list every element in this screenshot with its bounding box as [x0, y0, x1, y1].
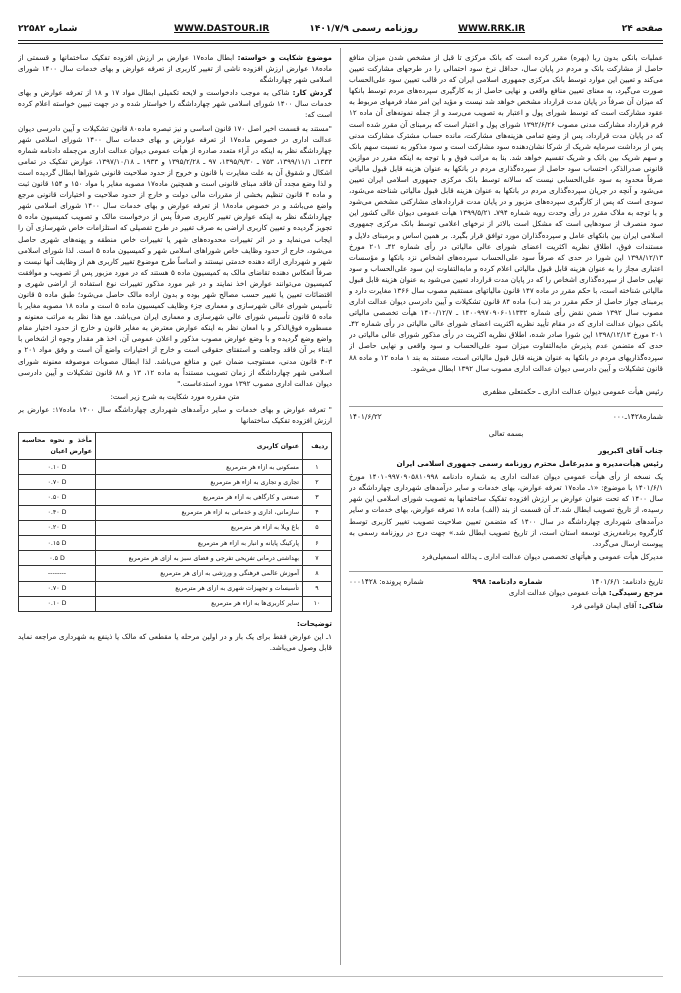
usage-title: تجاری و تجاری به ازاء هر مترمربع	[96, 475, 303, 490]
plaintiff-label: شاکی:	[638, 601, 663, 611]
row-number: ۳	[303, 490, 332, 505]
verdict-number-label: شماره دادنامه:	[488, 576, 543, 586]
verdict-meta	[349, 576, 663, 587]
section-divider-2	[349, 571, 663, 572]
authority-label: مرجع رسیدگی:	[608, 588, 663, 598]
complaint-quote: "مستند به قسمت اخیر اصل ۱۷۰ قانون اساسی و نیز تبصره ماده۸۰ قانون تشکیلات و آیین دادرسی دیوان عدالت اداری در خصوص ماده۱۷ از تعرفه عوارض و بهای خدمات سال ۱۴۰۰ شورای اسلامی شهر چهارداشگه نظر به اینکه در آراء متعدد صادره از هیأت عمومی دیوان عدالت اداری من‌جمله دادنامه شماره ۱۳۳۳ـ ۱۳۹۹/۱۱/۱، ۷۵۳ ـ ۱۳۹۵/۹/۳۰، ۹۷ ـ ۱۳۹۵/۲/۲۸ و ۱۹۳۳ ـ ۱۳۹۷/۱۰/۱۸، عوارض تفکیک در تمامی اشکال و شقوق آن به علت مغایرت با قانون و خروج از حدود صلاحیت قانونی شوراها ابطال گردیده است و لذا وضع مجدد آن فاقد مبنای قانونی است و همچنین ماده۱۷ مصوبه مغایر با مواد ۱۵۰ و ۱۵۴ قانون ثبت و ماده ۴ قانون تنظیم بخشی از مقررات مالی دولت و خارج از حدود صلاحیت و اختیارات قانونی مرجع واضع می‌باشد و در خصوص ماده۱۸ از تعرفه عوارض و بهای خدمات سال ۱۴۰۰ شورای اسلامی شهر چهارداشگه نظر به اینکه عوارض تغییر کاربری صرفاً پس از درخواست مالک و تصویب کمیسیون ماده ۵ تجویز گردیده و تعیین کاربری اراضی به صرف تغییر در طرح تفصیلی که استلزامات خاص شهرسازی آن را ایجاب می‌نماید و در اثر تغییرات محدوده‌های شهر یا تغییرات خاص منطقه و پهنه‌های شهری حاصل می‌شود، خارج از حدود وظایف خاص شوراهای اسلامی شهر و کمیسیون ماده ۵ است. لذا شورای اسلامی شهر و شهرداری ارائه دهنده خدمتی نیستند و اساساً طرح موضوع تغییر کاربری هم از وظایف آنها نیست و صرفاً انعکاس دهنده تقاضای مالک به کمیسیون ماده ۵ هستند که در مورد مزبور پس از تصویب و موافقت کمیسیون می‌توانند عوارض اخذ نمایند و در غیر مورد مذکور تغییرات نوع استفاده از اراضی شهری و اقتضائات تعیین یا تغییر حسب مصالح شهر بوده و بدون اراده مالک حاصل می‌شود؛ طبق ماده ۵ قانون تأسیس شورای عالی شهرسازی و معماری جزء وظایف کمیسیون ماده ۵ است و ماده ۱۸ مصوبه مغایر با ماده ۵ قانون تأسیس شورای عالی شهرسازی و معماری ایران می‌باشد. مع هذا نظر به مراتب معنونه و مسطوره فوق‌الذکر و با امعان نظر به اینکه عوارض معترض به مغایر قانون و خارج از حدود اختیار مقام واضع وضع گردیده و با وضع عوارض مصوب مذکور و اعلان عمومی آن، اخذ هر مقدار وجوه از اشخاص با ابتناء بر آن فاقد وجاهت و استفتای حقوقی است و خارج از اختیارات واضع آن است و وفق مواد ۲۰۱ و ۳۰۳ قانون مدنی، مستوجب ضمان عین و منافع می‌باشد. لذا ابطال مصوبات موصوفه معنونه شورای اسلامی شهر چهارداشگه از زمان تصویب مستنداً به ماده ۱۲، ۱۳ و ۸۸ قانون تشکیلات و آیین دادرسی دیوان عدالت اداری مصوب ۱۳۹۲ مورد استدعاست."	[18, 123, 332, 388]
fee-basis: ۰.۱۵ D	[19, 536, 96, 551]
letter-number: شماره۱۴۲۸ـ۰۰۰	[612, 411, 663, 421]
table-row	[19, 520, 332, 535]
table-row	[19, 536, 332, 551]
plaintiff	[349, 600, 663, 611]
table-row	[19, 551, 332, 566]
table-row	[19, 566, 332, 581]
gazette-date: روزنامه رسمی ۱۴۰۱/۷/۹	[309, 24, 419, 34]
letter-ref-row	[349, 411, 663, 422]
usage-title: صنعتی و کارگاهی به ازاء هر مترمربع	[96, 490, 303, 505]
site-link-rrk[interactable]: WWW.RRK.IR	[458, 24, 526, 34]
fees-table	[18, 432, 332, 612]
usage-title: بهداشتی درمانی تفریحی تفرجی و فضای سبز به ازای هر مترمربع	[96, 551, 303, 566]
site-link-dastour[interactable]: WWW.DASTOUR.IR	[174, 24, 270, 34]
table-header-row	[19, 433, 332, 460]
left-column	[18, 52, 332, 655]
subject-text: ابطال ماده۱۷ عوارض بر ارزش افزوده تفکیک ساختمانها و قسمتی از ماده۱۸ عوارض ارزش افزوده ناشی از تغییر کاربری از تعرفه عوارض و بهای خدمات سال ۱۴۰۰ شورای اسلامی شهر چهارداشگه	[18, 53, 332, 85]
header-rule-double	[18, 43, 663, 44]
usage-title: سایر کاربری‌ها به ازاء هر مترمربع	[96, 596, 303, 611]
row-number: ۷	[303, 551, 332, 566]
verdict-number-value: ۹۹۸	[472, 576, 487, 586]
fee-basis: ۰.۲۰ D	[19, 520, 96, 535]
note-1: ۱ـ این عوارض فقط برای یک بار و در اولین مرحله یا مقطعی که مالک یا ذینفع به شهرداری مراجعه نماید قابل وصول می‌باشد.	[18, 632, 332, 653]
subject-label: موضوع شکایت و خواسته:	[237, 53, 332, 62]
table-row	[19, 581, 332, 596]
row-number: ۱۰	[303, 596, 332, 611]
fee-basis: --------	[19, 566, 96, 581]
addressee: جناب آقای اکبرپور	[598, 446, 663, 455]
letter-date: ۱۴۰۱/۶/۲۲	[349, 411, 382, 421]
usage-title: تأسیسات و تجهیزات شهری به ازای هر مترمربع	[96, 581, 303, 596]
header-row-no: ردیف	[303, 433, 332, 460]
header-center	[174, 24, 525, 34]
row-number: ۲	[303, 475, 332, 490]
footer-rule	[18, 976, 663, 977]
page-header	[18, 20, 663, 38]
usage-title: پارکینگ پایانه و انبار به ازاء هر مترمربع	[96, 536, 303, 551]
case-number: شماره پرونده: ۰۰۰۱۴۲۸	[349, 576, 424, 586]
fee-basis: ۰.۷۰ D	[19, 475, 96, 490]
table-row	[19, 505, 332, 520]
row-number: ۶	[303, 536, 332, 551]
letter-body: یک نسخه از رأی هیأت عمومی دیوان عدالت اداری به شماره دادنامه ۱۴۰۱۰۹۹۷۰۹۰۵۸۱۰۹۹۸ مورخ ۱۴۰۱/۶/۱ با موضوع: «۱ـ ماده۱۷ تعرفه عوارض، بهای خدمات و سایر درآمدهای شهرداری چهارداشگه در سال ۱۴۰۰ که تحت عنوان عوارض بر ارزش افزوده تفکیک ساختمانها به تصویب شورای اسلامی این شهر رسیده، از تاریخ تصویب ابطال شد.۲ـ آن قسمت از بند (الف) ماده ۱۸ تعرفه عوارض، بهای خدمات و سایر درآمدهای شهرداری چهارداشگه در سال ۱۴۰۰ که متضمن تعیین صلاحیت تصویب تغییر کاربری توسط کارگروه برنامه‌ریزی توسعه استان است، از تاریخ تصویب ابطال شد.» جهت درج در روزنامه رسمی به پیوست ارسال می‌گردد.	[349, 472, 663, 548]
row-number: ۹	[303, 581, 332, 596]
plaintiff-value: آقای ایمان قوامی فرد	[571, 601, 637, 611]
table-row	[19, 460, 332, 475]
table-row	[19, 490, 332, 505]
course-text: شاکی به موجب دادخواست و لایحه تکمیلی ابطال مواد ۱۷ و ۱۸ از تعرفه عوارض و بهای خدمات سال ۱۴۰۰ شورای اسلامی شهر چهارداشگه را خواستار شده و در جهت تبیین خواسته اعلام کرده است که:	[18, 88, 332, 120]
regulation-intro: متن مقرره مورد شکایت به شرح زیر است:	[110, 391, 240, 401]
fee-basis: ۰.۴۰ D	[19, 505, 96, 520]
row-number: ۵	[303, 520, 332, 535]
letter-closing: مدیرکل هیأت عمومی و هیأتهای تخصصی دیوان عدالت اداری ـ یدالله اسمعیلی‌فرد	[421, 551, 663, 561]
fee-basis: ۰.۵۰ D	[19, 490, 96, 505]
fee-basis: ۰.۵ D	[19, 551, 96, 566]
bismillah: بسمه تعالی	[488, 428, 524, 438]
usage-title: باغ ویلا به ازاء هر مترمربع	[96, 520, 303, 535]
notes-title: توضیحات:	[296, 618, 332, 628]
column-divider	[340, 48, 341, 965]
usage-title: آموزش عالمی فرهنگی و ورزشی به ازای هر مترمربع	[96, 566, 303, 581]
header-basis: مأخذ و نحوه محاسبه عوارض اعیان	[19, 433, 96, 460]
right-column	[349, 52, 663, 613]
regulation-title: " تعرفه عوارض و بهای خدمات و سایر درآمدهای شهرداری چهارداشگه سال ۱۴۰۰ ماده۱۷: عوارض بر ارزش افزوده تفکیک ساختمانها	[18, 404, 332, 425]
complaint-subject	[18, 52, 332, 85]
course-label: گردش کار:	[292, 88, 332, 98]
verdict-date: تاریخ دادنامه: ۱۴۰۱/۶/۱	[591, 576, 663, 586]
row-number: ۴	[303, 505, 332, 520]
page-number: صفحه ۲۴	[621, 24, 663, 34]
signature: رئیس هیأت عمومی دیوان عدالت اداری ـ حکمتعلی مظفری	[482, 386, 663, 396]
authority	[349, 587, 663, 598]
fee-basis: ۰.۱۰ D	[19, 596, 96, 611]
section-divider	[349, 406, 663, 407]
issue-number: شماره ۲۲۵۸۲	[18, 24, 78, 34]
header-usage: عنوان کاربری	[96, 433, 303, 460]
ruling-text: عملیات بانکی بدون ربا (بهره) مقرر کرده است که بانک مرکزی تا قبل از مشخص شدن میزان منافع حاصل از مشارکت بانک و مردم در پایان سال، حداقل نرخ سود احتمالی را در طرحهای مشارکت تعیین می‌کند و تعیین این موارد توسط بانک مرکزی جمهوری اسلامی ایران که در قالب تعیین سود علی‌الحساب صورت می‌گیرد، به معنای تعیین منافع واقعی و نهایی حاصل از به کارگیری سپرده‌های مردم توسط بانکها که میزان آن صرفاً در پایان مدت قرارداد مشخص خواهد شد نیست و مؤید این امر مفاد فرمهای مربوط به عقود مشارکت است که توسط شورای پول و اعتبار به تصویب می‌رسد و از جمله نمونه‌های آن ماده ۱۲ فرم قرارداد مشارکت مدنی مصوب ۱۳۹۲/۶/۲۶ شورای پول و اعتبار است که برمبنای آن مقرر شده است که در پایان مدت قرارداد، پس از وضع تمامی هزینه‌های مشارکت، مانده حساب مشترک مشارکت مدنی پس از برداشت سرمایه شریک از شرکا نشان‌دهنده سود مشارکت است و سود مذکور به نسبت سهم بانک و سهم شریک بین بانک و شریک تقسیم خواهد شد. بنا به مراتب فوق و با توجه به اینکه مقرر در موازین قانونی صدرالذکر، احتساب سود حاصل از سپرده‌گذاری مردم در بانکها به عنوان هزینه قابل قبول مالیاتی صرفاً محدود به سود علی‌الحسابی نیست که سالانه توسط بانک مرکزی جمهوری اسلامی ایران تعیین می‌شود و آنچه در جریان سپرده‌گذاری مردم در بانکها به عنوان هزینه قابل قبول مالیاتی شناخته می‌شود، سودی است که پس از کارگیری سپرده‌های مزبور و در پایان مدت قراردادهای مشارکتی مشخص می‌شود و با توجه به ملاک مقرر در رأی وحدت رویه شماره ۷۹۴ـ ۱۳۹۹/۵/۲۱ هیأت عمومی دیوان عالی کشور این سود منصرف از سودهایی است که مشکل است بالاتر از نرخهای اعلامی توسط بانک مرکزی جمهوری اسلامی ایران بین بانکهای عامل و سپرده‌گذاران مورد توافق قرار بگیرد. بر همین اساس و برمبنای دلایل و مستندات فوق، اطلاق نظریه اکثریت اعضای شورای عالی مالیاتی در رأی شماره ۴۲ـ ۲۰۱ مورخ ۱۳۹۸/۱۲/۱۳ این شورا در حدی که صرفاً سود علی‌الحساب سپرده‌های اشخاص نزد بانکها و مؤسسات اعتباری مجاز را به عنوان هزینه قابل قبول مالیاتی اعلام کرده و مابه‌التفاوت این سود علی‌الحساب و سود نهایی حاصل از سپرده‌گذاری اشخاص را که در پایان مدت قرارداد تعیین می‌شود به عنوان هزینه قابل قبول مالیاتی شناخته است، با حکم مقرر در ماده ۱۴۷ قانون مالیاتهای مستقیم مصوب سال ۱۳۶۶ مغایرت دارد و برمبنای جواز حاصل از حکم مقرر در بند (ب) ماده ۸۴ قانون تشکیلات و آیین دادرسی دیوان عدالت اداری مصوب سال ۱۳۹۲ ضمن نقض رأی شماره ۱۴۰۰۹۹۷۰۹۰۶۰۱۱۳۳۲ ـ ۱۴۰۰/۱۲/۷ هیأت تخصصی مالیاتی بانکی دیوان عدالت اداری که در مقام تأیید نظریه اکثریت اعضای شورای عالی مالیاتی در رأی شماره ۴۲ـ ۲۰۱ مورخ ۱۳۹۸/۱۲/۱۳ این شورا صادر شده، اطلاق نظریه اکثریت در رأی مذکور شورای عالی مالیاتی در حدی که متضمن عدم پذیرش مابه‌التفاوت میزان سود علی‌الحساب و سود واقعی و نهایی حاصل از سپرده‌گذاریهای مردم در بانکها به عنوان هزینه قابل قبول مالیاتی است، مستند به بند ۱ ماده ۱۲ و ماده ۸۸ قانون تشکیلات و آیین دادرسی دیوان عدالت اداری مصوب سال ۱۳۹۲ ابطال می‌شود.	[349, 53, 663, 373]
verdict-number	[473, 576, 543, 587]
header-rule	[18, 40, 663, 41]
course-of-action	[18, 87, 332, 120]
table-row	[19, 596, 332, 611]
addressee-role: رئیس هیأت‌مدیره و مدیرعامل محترم روزنامه رسمی جمهوری اسلامی ایران	[396, 459, 663, 469]
table-row	[19, 475, 332, 490]
usage-title: سازمانی، اداری و خدماتی به ازاء هر مترمربع	[96, 505, 303, 520]
authority-value: هیأت عمومی دیوان عدالت اداری	[508, 588, 607, 598]
usage-title: مسکونی به ازاء هر مترمربع	[96, 460, 303, 475]
fee-basis: ۰.۱۰ D	[19, 460, 96, 475]
row-number: ۱	[303, 460, 332, 475]
row-number: ۸	[303, 566, 332, 581]
fee-basis: ۰.۷۰ D	[19, 581, 96, 596]
